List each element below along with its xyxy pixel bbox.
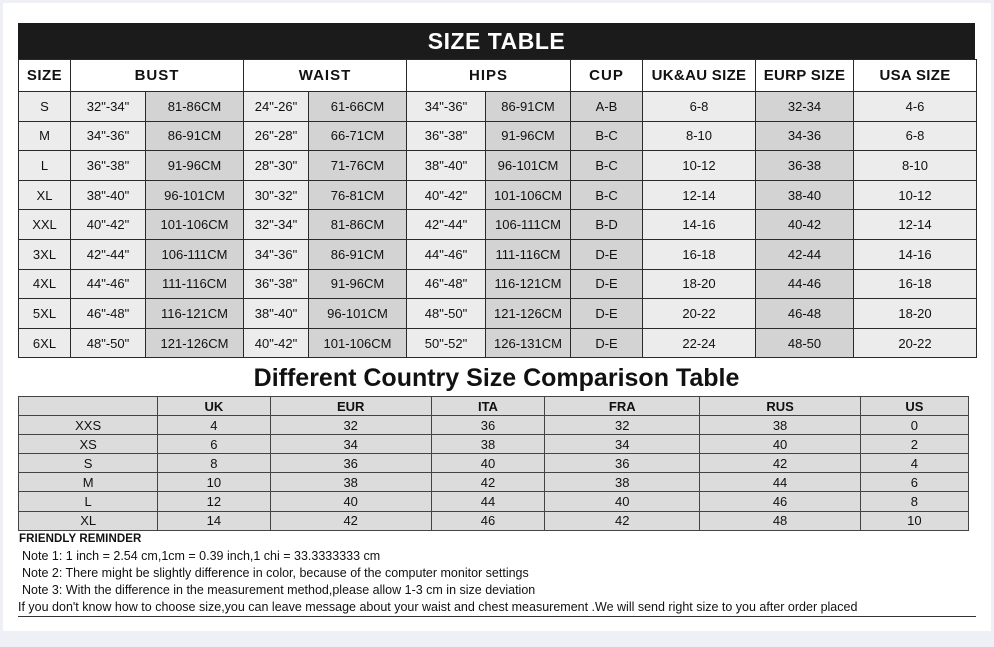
size-table-cell: 40"-42" — [71, 210, 146, 240]
size-table-cell: 28"-30" — [244, 151, 309, 181]
size-table-row — [19, 180, 977, 210]
comparison-cell: 46 — [700, 492, 860, 511]
comparison-header-ita: ITA — [431, 397, 544, 416]
size-table-cell: 6-8 — [854, 121, 977, 151]
size-table-cell: 14-16 — [854, 239, 977, 269]
comparison-header-us: US — [860, 397, 968, 416]
size-table-cell: 26"-28" — [244, 121, 309, 151]
comparison-header-fra: FRA — [545, 397, 700, 416]
size-table-cell: 12-14 — [854, 210, 977, 240]
size-table-cell: 20-22 — [643, 299, 756, 329]
size-table-header-row — [19, 60, 977, 92]
size-table-cell: 101-106CM — [146, 210, 244, 240]
comparison-cell: 48 — [700, 511, 860, 530]
comparison-cell: 40 — [270, 492, 431, 511]
size-table-cell: 34"-36" — [71, 121, 146, 151]
size-table-row — [19, 299, 977, 329]
comparison-cell: 14 — [158, 511, 270, 530]
size-table-cell: 10-12 — [643, 151, 756, 181]
size-table-cell: 91-96CM — [146, 151, 244, 181]
comparison-cell: 38 — [270, 473, 431, 492]
comparison-cell: 6 — [158, 435, 270, 454]
size-table-cell: 40"-42" — [244, 328, 309, 358]
size-table-row — [19, 151, 977, 181]
size-table-cell: 40"-42" — [407, 180, 486, 210]
size-table-cell: 86-91CM — [309, 239, 407, 269]
comparison-cell: 38 — [431, 435, 544, 454]
size-table-cell: 96-101CM — [486, 151, 571, 181]
size-table-cell: 38"-40" — [407, 151, 486, 181]
comparison-cell: 12 — [158, 492, 270, 511]
size-table-cell: 96-101CM — [146, 180, 244, 210]
size-table-cell: 86-91CM — [146, 121, 244, 151]
size-table-cell: 8-10 — [854, 151, 977, 181]
size-table-cell: 48"-50" — [407, 299, 486, 329]
comparison-cell: 10 — [158, 473, 270, 492]
size-table-cell: 121-126CM — [146, 328, 244, 358]
size-table-cell: 48"-50" — [71, 328, 146, 358]
comparison-header-rus: RUS — [700, 397, 860, 416]
size-table-cell: 38-40 — [756, 180, 854, 210]
header-waist: WAIST — [244, 60, 407, 92]
comparison-header-row — [19, 397, 969, 416]
size-table-row — [19, 121, 977, 151]
comparison-row — [19, 473, 969, 492]
size-table-cell: 24"-26" — [244, 92, 309, 122]
header-size: SIZE — [19, 60, 71, 92]
header-eurp-size: EURP SIZE — [756, 60, 854, 92]
size-table-cell: 46"-48" — [71, 299, 146, 329]
comparison-cell: L — [19, 492, 158, 511]
comparison-cell: XL — [19, 511, 158, 530]
size-table-cell: 36"-38" — [244, 269, 309, 299]
size-table-cell: 18-20 — [643, 269, 756, 299]
note-2: Note 2: There might be slightly difference in color, because of the computer monitor settings — [22, 566, 529, 580]
comparison-row — [19, 492, 969, 511]
size-table-cell: 66-71CM — [309, 121, 407, 151]
size-table-cell: 101-106CM — [486, 180, 571, 210]
size-table-row — [19, 269, 977, 299]
size-table-cell: 121-126CM — [486, 299, 571, 329]
comparison-table — [18, 396, 969, 531]
size-table-cell: 4-6 — [854, 92, 977, 122]
header-bust: BUST — [71, 60, 244, 92]
size-table-cell: 36-38 — [756, 151, 854, 181]
size-table-title: SIZE TABLE — [18, 23, 975, 59]
comparison-cell: 42 — [431, 473, 544, 492]
size-table-cell: S — [19, 92, 71, 122]
comparison-cell: 8 — [860, 492, 968, 511]
size-table-cell: 32"-34" — [244, 210, 309, 240]
comparison-cell: 40 — [431, 454, 544, 473]
size-table-cell: XL — [19, 180, 71, 210]
size-table-cell: 40-42 — [756, 210, 854, 240]
size-table-cell: 34-36 — [756, 121, 854, 151]
comparison-cell: 36 — [545, 454, 700, 473]
size-table-cell: B-C — [571, 180, 643, 210]
comparison-row — [19, 511, 969, 530]
size-table-cell: 101-106CM — [309, 328, 407, 358]
size-table-cell: 6XL — [19, 328, 71, 358]
size-table-cell: 42"-44" — [407, 210, 486, 240]
size-table-cell: 16-18 — [854, 269, 977, 299]
size-table-cell: 71-76CM — [309, 151, 407, 181]
size-table-cell: 30"-32" — [244, 180, 309, 210]
comparison-cell: 40 — [700, 435, 860, 454]
comparison-cell: S — [19, 454, 158, 473]
size-table-cell: 3XL — [19, 239, 71, 269]
friendly-reminder-heading: FRIENDLY REMINDER — [19, 533, 142, 545]
size-table-cell: 76-81CM — [309, 180, 407, 210]
comparison-cell: 40 — [545, 492, 700, 511]
comparison-row — [19, 416, 969, 435]
size-table-cell: 18-20 — [854, 299, 977, 329]
size-table-cell: 42-44 — [756, 239, 854, 269]
size-table-cell: 46"-48" — [407, 269, 486, 299]
size-table-cell: M — [19, 121, 71, 151]
comparison-row — [19, 454, 969, 473]
size-table-cell: 91-96CM — [309, 269, 407, 299]
comparison-cell: 36 — [431, 416, 544, 435]
size-table-cell: 106-111CM — [146, 239, 244, 269]
size-table-cell: 44"-46" — [71, 269, 146, 299]
comparison-cell: 36 — [270, 454, 431, 473]
comparison-cell: 34 — [270, 435, 431, 454]
comparison-header-uk: UK — [158, 397, 270, 416]
size-table-cell: 96-101CM — [309, 299, 407, 329]
size-table-cell: 44-46 — [756, 269, 854, 299]
header-cup: CUP — [571, 60, 643, 92]
comparison-cell: 34 — [545, 435, 700, 454]
size-table-cell: 91-96CM — [486, 121, 571, 151]
size-table-row — [19, 239, 977, 269]
comparison-cell: M — [19, 473, 158, 492]
size-table-cell: 8-10 — [643, 121, 756, 151]
size-table-cell: 14-16 — [643, 210, 756, 240]
size-table-cell: XXL — [19, 210, 71, 240]
comparison-header-blank — [19, 397, 158, 416]
comparison-cell: XXS — [19, 416, 158, 435]
size-table-cell: 111-116CM — [486, 239, 571, 269]
comparison-cell: 44 — [431, 492, 544, 511]
comparison-header-eur: EUR — [270, 397, 431, 416]
comparison-cell: 6 — [860, 473, 968, 492]
size-table-cell: D-E — [571, 299, 643, 329]
comparison-cell: 32 — [545, 416, 700, 435]
size-table-cell: 38"-40" — [244, 299, 309, 329]
size-table-cell: 44"-46" — [407, 239, 486, 269]
comparison-cell: 10 — [860, 511, 968, 530]
size-table-cell: 10-12 — [854, 180, 977, 210]
header-usa-size: USA SIZE — [854, 60, 977, 92]
size-table-cell: 81-86CM — [309, 210, 407, 240]
comparison-cell: 46 — [431, 511, 544, 530]
comparison-cell: 2 — [860, 435, 968, 454]
comparison-cell: 0 — [860, 416, 968, 435]
note-3: Note 3: With the difference in the measurement method,please allow 1-3 cm in size deviation — [22, 583, 536, 597]
bottom-divider — [18, 616, 976, 617]
size-table-cell: 16-18 — [643, 239, 756, 269]
comparison-row — [19, 435, 969, 454]
size-table-cell: 34"-36" — [244, 239, 309, 269]
size-table-cell: A-B — [571, 92, 643, 122]
size-table-cell: 116-121CM — [486, 269, 571, 299]
comparison-cell: 4 — [860, 454, 968, 473]
size-table-cell: 5XL — [19, 299, 71, 329]
comparison-cell: 42 — [700, 454, 860, 473]
comparison-cell: 38 — [545, 473, 700, 492]
comparison-cell: 4 — [158, 416, 270, 435]
size-table-cell: 22-24 — [643, 328, 756, 358]
size-table-cell: 32"-34" — [71, 92, 146, 122]
size-table-cell: 6-8 — [643, 92, 756, 122]
size-table-cell: 61-66CM — [309, 92, 407, 122]
size-chart-page — [3, 3, 991, 631]
size-table-cell: 106-111CM — [486, 210, 571, 240]
size-table-cell: D-E — [571, 269, 643, 299]
size-advice-note: If you don't know how to choose size,you can leave message about your waist and chest measurement .We will send right size to you after order placed — [18, 600, 858, 614]
size-table-cell: 86-91CM — [486, 92, 571, 122]
header-hips: HIPS — [407, 60, 571, 92]
size-table-cell: B-D — [571, 210, 643, 240]
size-table-cell: 12-14 — [643, 180, 756, 210]
size-table-cell: 48-50 — [756, 328, 854, 358]
size-table-cell: 34"-36" — [407, 92, 486, 122]
size-table-cell: 116-121CM — [146, 299, 244, 329]
size-table-cell: 42"-44" — [71, 239, 146, 269]
note-1: Note 1: 1 inch = 2.54 cm,1cm = 0.39 inch,1 chi = 33.3333333 cm — [22, 549, 381, 563]
comparison-cell: 44 — [700, 473, 860, 492]
comparison-cell: XS — [19, 435, 158, 454]
size-table-cell: 111-116CM — [146, 269, 244, 299]
size-table-row — [19, 328, 977, 358]
size-table-cell: 20-22 — [854, 328, 977, 358]
size-table-cell: B-C — [571, 121, 643, 151]
comparison-cell: 42 — [270, 511, 431, 530]
comparison-cell: 8 — [158, 454, 270, 473]
size-table-cell: 126-131CM — [486, 328, 571, 358]
size-table-cell: 38"-40" — [71, 180, 146, 210]
size-table-cell: D-E — [571, 328, 643, 358]
size-table-cell: B-C — [571, 151, 643, 181]
size-table-cell: L — [19, 151, 71, 181]
comparison-cell: 32 — [270, 416, 431, 435]
size-table-cell: 81-86CM — [146, 92, 244, 122]
size-table — [18, 59, 977, 358]
comparison-cell: 38 — [700, 416, 860, 435]
size-table-cell: 50"-52" — [407, 328, 486, 358]
size-table-cell: D-E — [571, 239, 643, 269]
size-table-cell: 46-48 — [756, 299, 854, 329]
size-table-row — [19, 92, 977, 122]
comparison-cell: 42 — [545, 511, 700, 530]
size-table-cell: 4XL — [19, 269, 71, 299]
comparison-table-title: Different Country Size Comparison Table — [253, 364, 740, 392]
size-table-row — [19, 210, 977, 240]
size-table-cell: 36"-38" — [407, 121, 486, 151]
header-uk-au-size: UK&AU SIZE — [643, 60, 756, 92]
size-table-cell: 36"-38" — [71, 151, 146, 181]
size-table-cell: 32-34 — [756, 92, 854, 122]
